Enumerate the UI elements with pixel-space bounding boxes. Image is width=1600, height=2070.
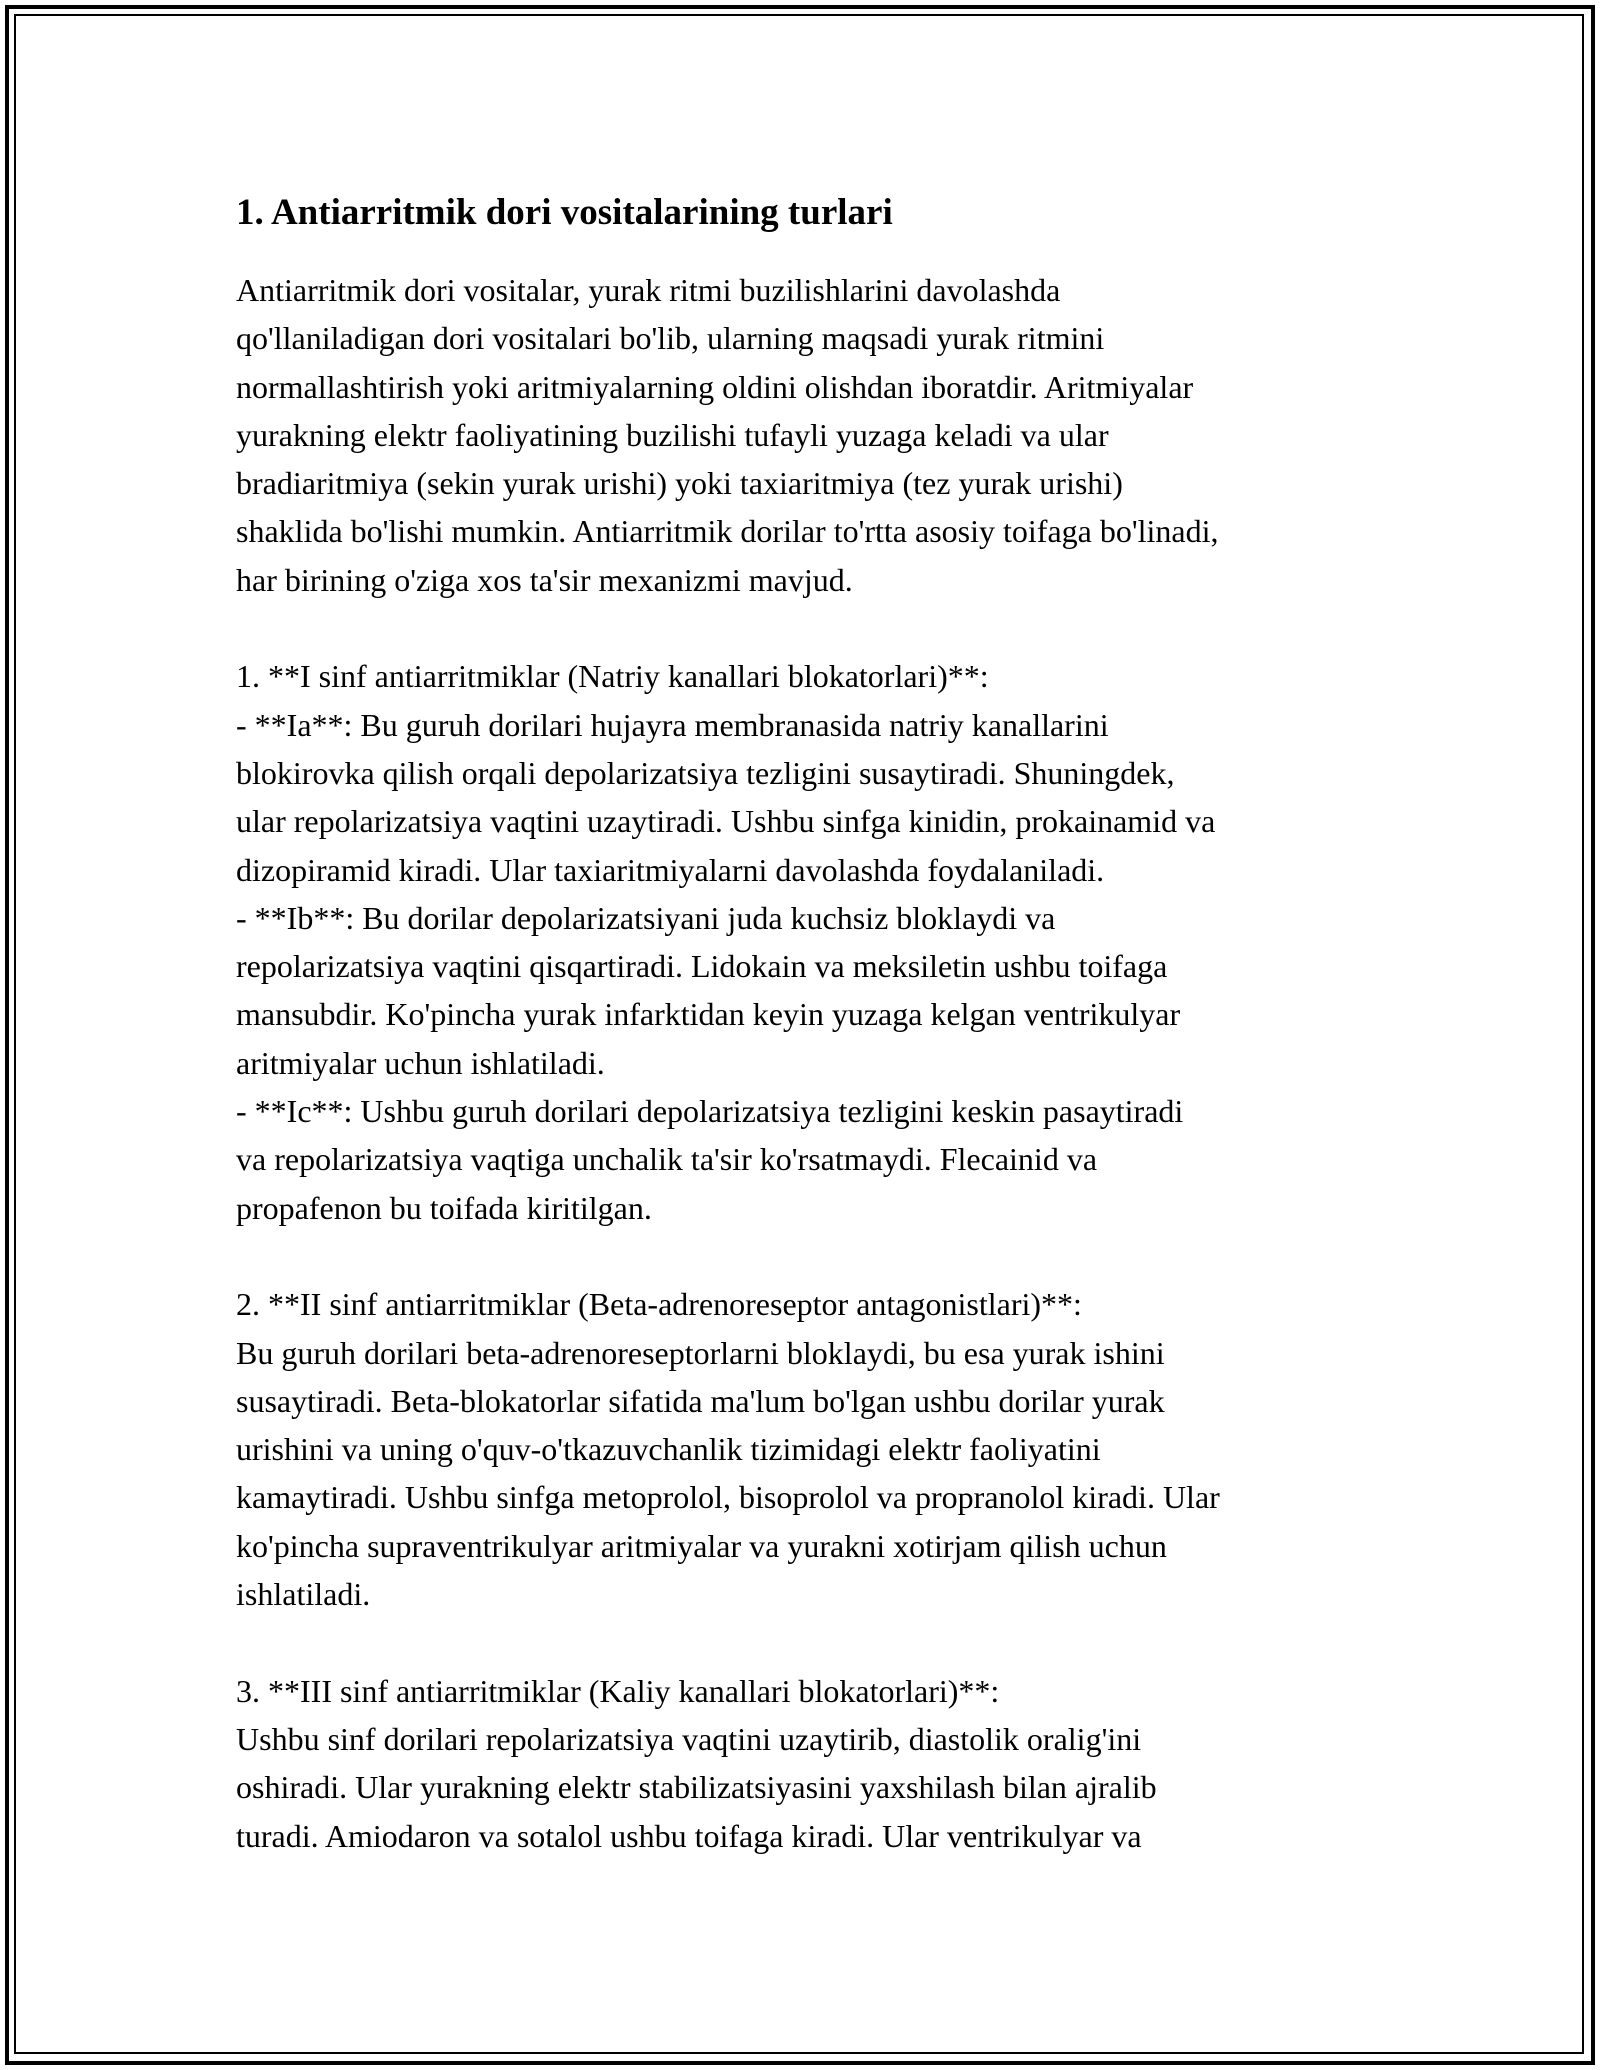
paragraph-spacer bbox=[236, 1232, 1384, 1280]
class-2-section: 2. **II sinf antiarritmiklar (Beta-adrenoreseptor antagonistlari)**: Bu guruh dorilari beta-adrenoreseptorlarni bloklaydi, bu esa yurak ishini susaytiradi. Beta-blokatorlar sifatida ma'lum bo'lgan ushbu dorilar yurak urishini va uning o'quv-o'tkazuvchanlik tizimidagi elektr faoliyatini kamaytiradi. Ushbu sinfga metoprolol, bisoprolol va propranolol kiradi. Ular ko'pincha supraventrikulyar aritmiyalar va yurakni xotirjam qilish uchun ishlatiladi. bbox=[236, 1286, 1220, 1613]
paragraph-spacer bbox=[236, 1618, 1384, 1666]
class-3-section: 3. **III sinf antiarritmiklar (Kaliy kanallari blokatorlari)**: Ushbu sinf dorilari repolarizatsiya vaqtini uzaytirib, diastolik oralig'ini oshiradi. Ular yurakning elektr stabilizatsiyasini yaxshilash bilan ajralib turadi. Amiodaron va sotalol ushbu toifaga kiradi. Ular ventrikulyar va bbox=[236, 1672, 1157, 1854]
section-heading: 1. Antiarritmik dori vositalarining turlari bbox=[236, 192, 893, 233]
intro-paragraph: Antiarritmik dori vositalar, yurak ritmi buzilishlarini davolashda qo'llaniladigan dori vositalari bo'lib, ularning maqsadi yurak ritmini normallashtirish yoki aritmiyalarning oldini olishdan iboratdir. Aritmiyalar yurakning elektr faoliyatining buzilishi tufayli yuzaga keladi va ular bradiaritmiya (sekin yurak urishi) yoki taxiaritmiya (tez yurak urishi) shaklida bo'lishi mumkin. Antiarritmik dorilar to'rtta asosiy toifaga bo'linadi, har birining o'ziga xos ta'sir mexanizmi mavjud. bbox=[236, 272, 1219, 598]
paragraph-spacer bbox=[236, 604, 1384, 652]
class-1-section: 1. **I sinf antiarritmiklar (Natriy kanallari blokatorlari)**: - **Ia**: Bu guruh dorilari hujayra membranasida natriy kanallarini blokirovka qilish orqali depolarizatsiya tezligini susaytiradi. Shuningdek, ular repolarizatsiya vaqtini uzaytiradi. Ushbu sinfga kinidin, prokainamid va dizopiramid kiradi. Ular taxiaritmiyalarni davolashda foydalaniladi. - **Ib**: Bu dorilar depolarizatsiyani juda kuchsiz bloklaydi va repolarizatsiya vaqtini qisqartiradi. Lidokain va meksiletin ushbu toifaga mansubdir. Ko'pincha yurak infarktidan keyin yuzaga kelgan ventrikulyar aritmiyalar uchun ishlatiladi. - **Ic**: Ushbu guruh dorilari depolarizatsiya tezligini keskin pasaytiradi va repolarizatsiya vaqtiga unchalik ta'sir ko'rsatmaydi. Flecainid va propafenon bu toifada kiritilgan. bbox=[236, 658, 1216, 1226]
document-page bbox=[236, 186, 1384, 1860]
